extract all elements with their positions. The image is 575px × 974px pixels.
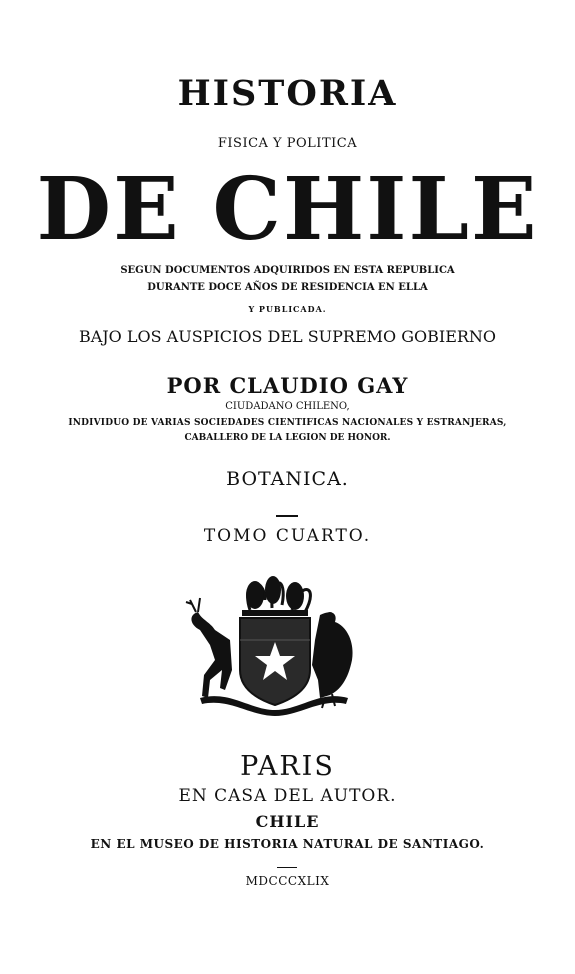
- condor-icon: [312, 612, 353, 708]
- subtitle-fisica-politica: FISICA Y POLITICA: [217, 136, 358, 151]
- line-segun-documentos: SEGUN DOCUMENTOS ADQUIRIDOS EN ESTA REPUBLICA: [120, 265, 455, 276]
- imprint-casa-del-autor: EN CASA DEL AUTOR.: [178, 786, 397, 806]
- imprint-city-paris: PARIS: [240, 751, 335, 782]
- line-durante-doce-anos: DURANTE DOCE AÑOS DE RESIDENCIA EN ELLA: [147, 282, 428, 293]
- imprint-country-chile: CHILE: [255, 812, 320, 831]
- divider-rule-small: [277, 867, 297, 868]
- author-line: POR CLAUDIO GAY: [166, 373, 409, 398]
- publication-year: MDCCCXLIX: [245, 874, 330, 888]
- line-bajo-los-auspicios: BAJO LOS AUSPICIOS DEL SUPREMO GOBIERNO: [78, 327, 497, 346]
- chilean-coat-of-arms-icon: [170, 570, 375, 720]
- author-honor: CABALLERO DE LA LEGION DE HONOR.: [184, 433, 391, 443]
- title-de-chile: DE CHILE: [36, 159, 539, 260]
- divider-rule: [276, 515, 298, 517]
- section-botanica: BOTANICA.: [226, 468, 349, 490]
- volume-label: TOMO CUARTO.: [203, 526, 372, 546]
- author-societies: INDIVIDUO DE VARIAS SOCIEDADES CIENTIFICAS NACIONALES Y ESTRANJERAS,: [68, 418, 507, 428]
- title-historia: HISTORIA: [177, 73, 398, 114]
- author-citizenship: CIUDADANO CHILENO,: [225, 401, 350, 412]
- line-publicada: Y PUBLICADA.: [248, 304, 327, 314]
- imprint-museo: EN EL MUSEO DE HISTORIA NATURAL DE SANTIAGO.: [90, 837, 485, 851]
- huemul-icon: [186, 598, 232, 698]
